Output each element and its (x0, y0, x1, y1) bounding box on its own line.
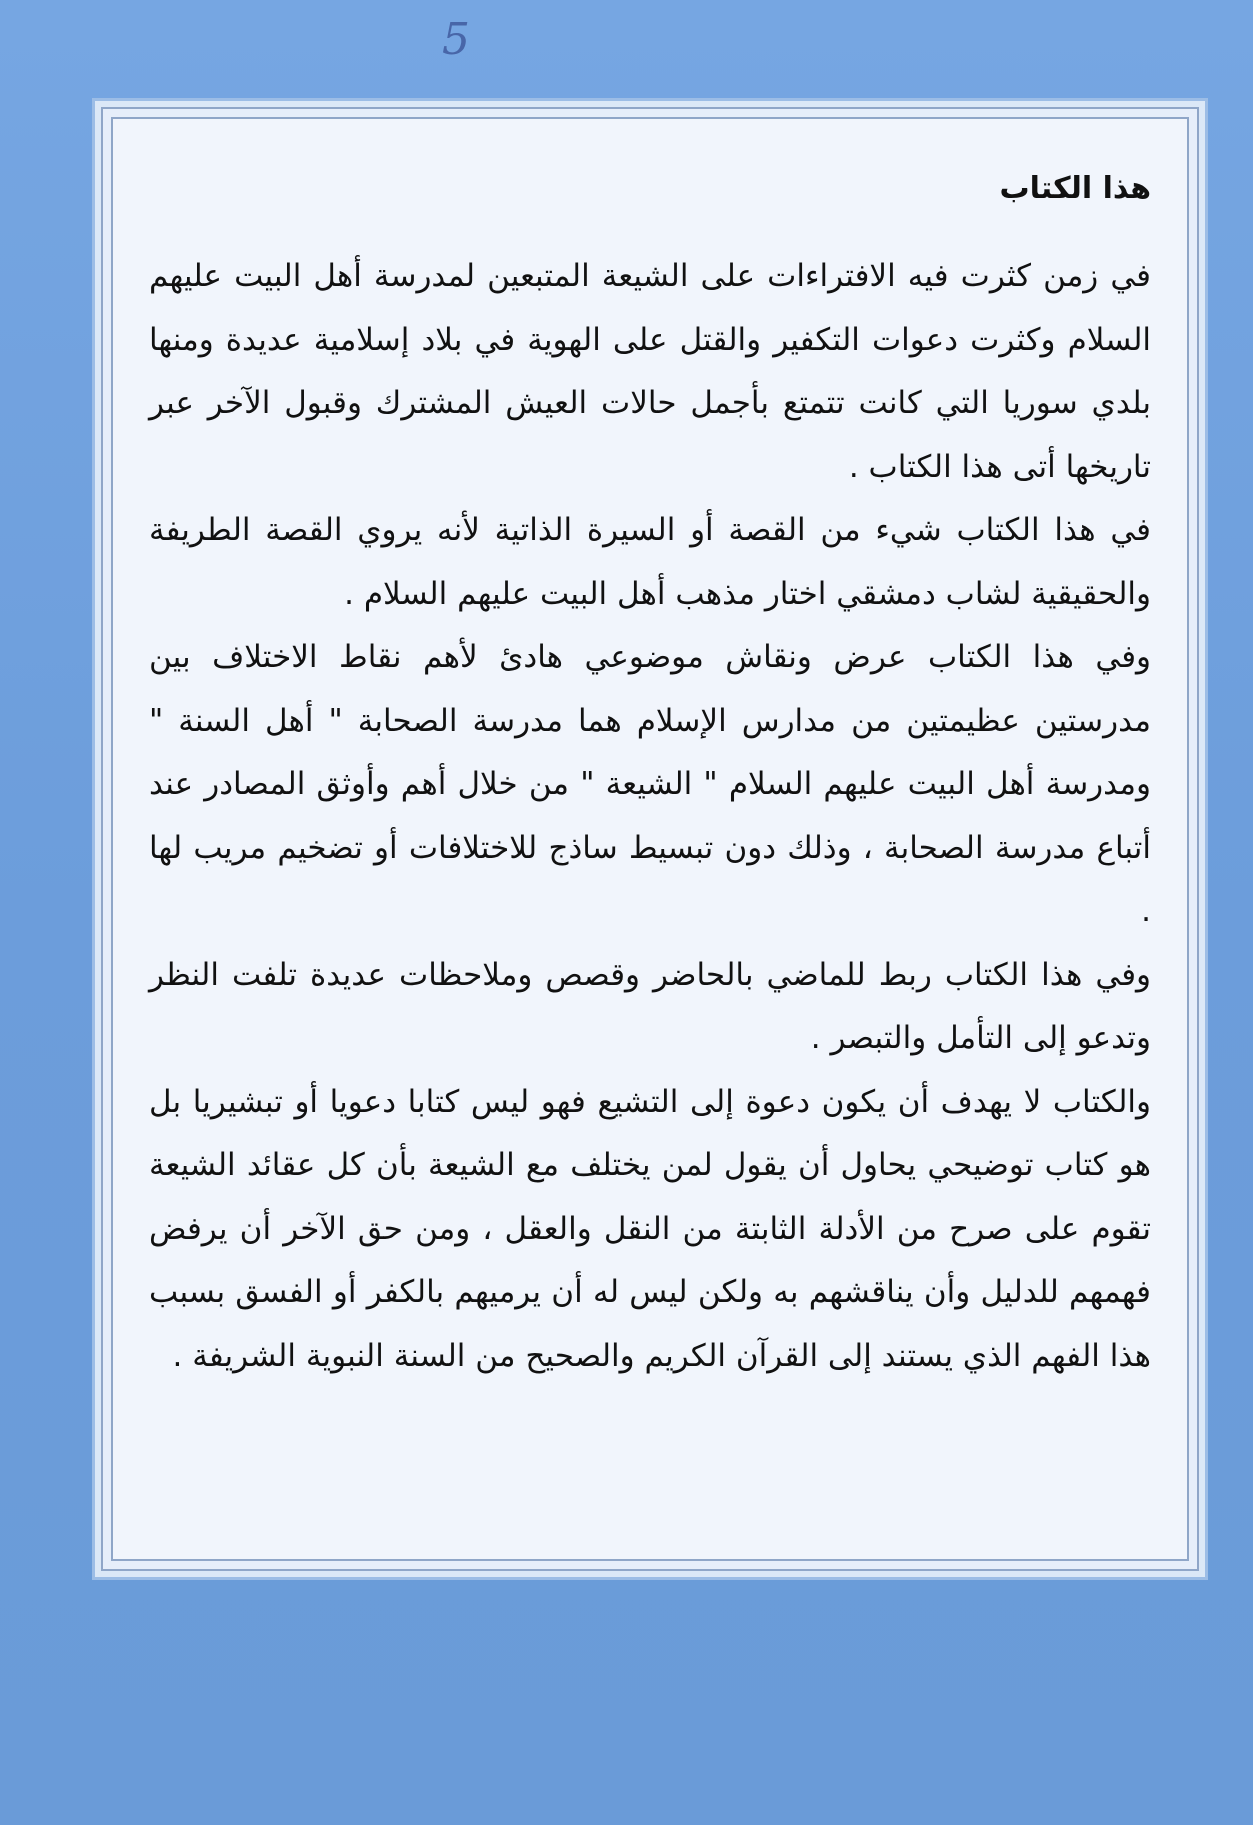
section-title: هذا الكتاب (999, 171, 1151, 206)
frame-border-middle (101, 107, 1199, 1571)
section-content (149, 161, 1151, 1499)
paragraph-purpose: والكتاب لا يهدف أن يكون دعوة إلى التشيع فهو ليس كتابا دعويا أو تبشيريا بل هو كتاب توضيحي يحاول أن يقول لمن يختلف مع الشيعة بأن كل عقائد الشيعة تقوم على صرح من الأدلة الثابتة من النقل والعقل ، ومن حق الآخر أن يرفض فهمهم للدليل وأن يناقشهم به ولكن ليس له أن يرميهم بالكفر أو الفسق بسبب هذا الفهم الذي يستند إلى القرآن الكريم والصحيح من السنة النبوية الشريفة . (149, 1083, 1151, 1374)
paragraph-intro: في زمن كثرت فيه الافتراءات على الشيعة المتبعين لمدرسة أهل البيت عليهم السلام وكثرت دعوات التكفير والقتل على الهوية في بلاد إسلامية عديدة ومنها بلدي سوريا التي كانت تتمتع بأجمل حالات العيش المشترك وقبول الآخر عبر تاريخها أتى هذا الكتاب . (149, 258, 1151, 485)
paragraph-discussion: وفي هذا الكتاب عرض ونقاش موضوعي هادئ لأهم نقاط الاختلاف بين مدرستين عظيمتين من مدارس الإسلام هما مدرسة الصحابة " أهل السنة " ومدرسة أهل البيت عليهم السلام " الشيعة " من خلال أهم وأوثق المصادر عند أتباع مدرسة الصحابة ، وذلك دون تبسيط ساذج للاختلافات أو تضخيم مريب لها . (149, 639, 1151, 929)
frame-border-inner (111, 117, 1189, 1561)
page-number: 5 (442, 14, 470, 65)
paragraph-past-present: وفي هذا الكتاب ربط للماضي بالحاضر وقصص وملاحظات عديدة تلفت النظر وتدعو إلى التأمل والتبصر . (149, 956, 1151, 1056)
paragraph-story: في هذا الكتاب شيء من القصة أو السيرة الذاتية لأنه يروي القصة الطريفة والحقيقية لشاب دمشقي اختار مذهب أهل البيت عليهم السلام . (149, 512, 1151, 612)
text-frame (92, 98, 1208, 1580)
